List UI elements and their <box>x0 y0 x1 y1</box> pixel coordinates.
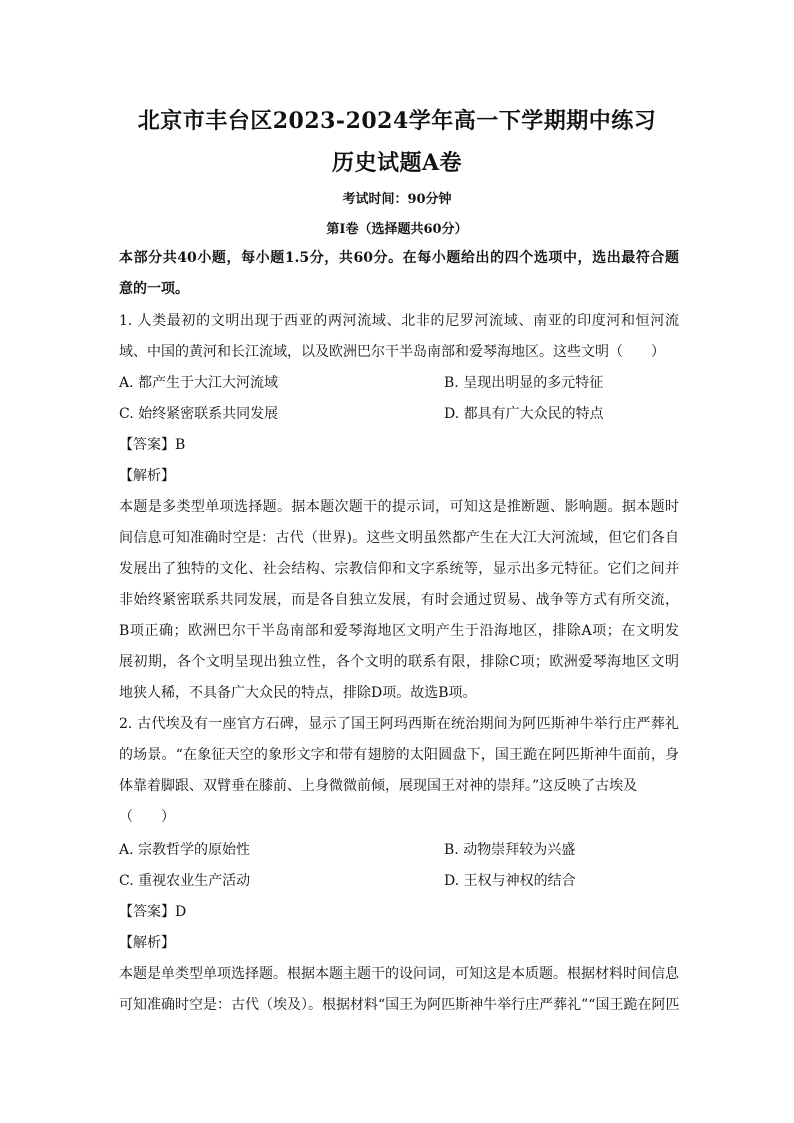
q1-option-a: A. 都产生于大江大河流域 <box>119 375 279 391</box>
q2-option-b: B. 动物崇拜较为兴盛 <box>444 842 576 858</box>
q2-analysis-line: 本题是单类型单项选择题。根据本题主题干的设问词，可知这是本质题。根据材料时间信息 <box>119 966 679 982</box>
q2-stem-line: 的场景。“在象征天空的象形文字和带有翅膀的太阳圆盘下，国王跪在阿匹斯神牛面前，身 <box>119 747 679 763</box>
instructions-line-2: 意的一项。 <box>119 281 189 297</box>
document-subtitle: 历史试题A卷 <box>331 150 463 176</box>
q1-analysis-line: 展初期，各个文明呈现出独立性，各个文明的联系有限，排除C项；欧洲爱琴海地区文明 <box>119 654 679 670</box>
q1-answer: 【答案】B <box>119 437 186 453</box>
q1-analysis-line: 发展出了独特的文化、社会结构、宗教信仰和文字系统等，显示出多元特征。它们之间并 <box>119 561 679 577</box>
q1-analysis-line: 本题是多类型单项选择题。据本题次题干的提示词，可知这是推断题、影响题。据本题时 <box>119 499 679 515</box>
q1-option-d: D. 都具有广大众民的特点 <box>444 406 604 422</box>
q2-option-d: D. 王权与神权的结合 <box>444 873 576 889</box>
section-title: 第I卷（选择题共60分） <box>326 222 468 237</box>
q1-analysis-line: 间信息可知准确时空是：古代（世界)。这些文明虽然都产生在大江大河流域，但它们各自 <box>119 530 679 546</box>
q1-stem-line-1: 1. 人类最初的文明出现于西亚的两河流域、北非的尼罗河流域、南亚的印度河和恒河流 <box>119 313 679 329</box>
q1-stem-line-2: 域、中国的黄河和长江流域，以及欧洲巴尔干半岛南部和爱琴海地区。这些文明（ ） <box>119 344 665 360</box>
q1-option-c: C. 始终紧密联系共同发展 <box>119 406 279 422</box>
q1-analysis-line: B项正确；欧洲巴尔干半岛南部和爱琴海地区文明产生于沿海地区，排除A项；在文明发 <box>119 623 679 639</box>
q1-analysis-label: 【解析】 <box>119 468 175 484</box>
q1-option-b: B. 呈现出明显的多元特征 <box>444 375 604 391</box>
q2-analysis-label: 【解析】 <box>119 935 175 951</box>
q2-stem-line: （ ） <box>119 809 175 825</box>
q2-stem-line: 体靠着脚跟、双臂垂在膝前、上身微微前倾，展现国王对神的崇拜。”这反映了古埃及 <box>119 778 638 794</box>
instructions-line-1: 本部分共40小题，每小题1.5分，共60分。在每小题给出的四个选项中，选出最符合题 <box>119 250 679 266</box>
q2-option-a: A. 宗教哲学的原始性 <box>119 842 251 858</box>
q2-analysis-line: 可知准确时空是：古代（埃及）。根据材料“国王为阿匹斯神牛举行庄严葬礼”“国王跪在阿匹 <box>119 997 680 1013</box>
q2-stem-line: 2. 古代埃及有一座官方石碑，显示了国王阿玛西斯在统治期间为阿匹斯神牛举行庄严葬礼 <box>119 716 679 732</box>
q1-analysis-line: 地狭人稀，不具备广大众民的特点，排除D项。故选B项。 <box>119 685 477 701</box>
q1-analysis-line: 非始终紧密联系共同发展，而是各自独立发展，有时会通过贸易、战争等方式有所交流， <box>119 592 679 608</box>
q2-option-c: C. 重视农业生产活动 <box>119 873 251 889</box>
exam-time: 考试时间：90分钟 <box>342 192 452 207</box>
q2-answer: 【答案】D <box>119 904 187 920</box>
document-title: 北京市丰台区2023-2024学年高一下学期期中练习 <box>137 108 657 134</box>
